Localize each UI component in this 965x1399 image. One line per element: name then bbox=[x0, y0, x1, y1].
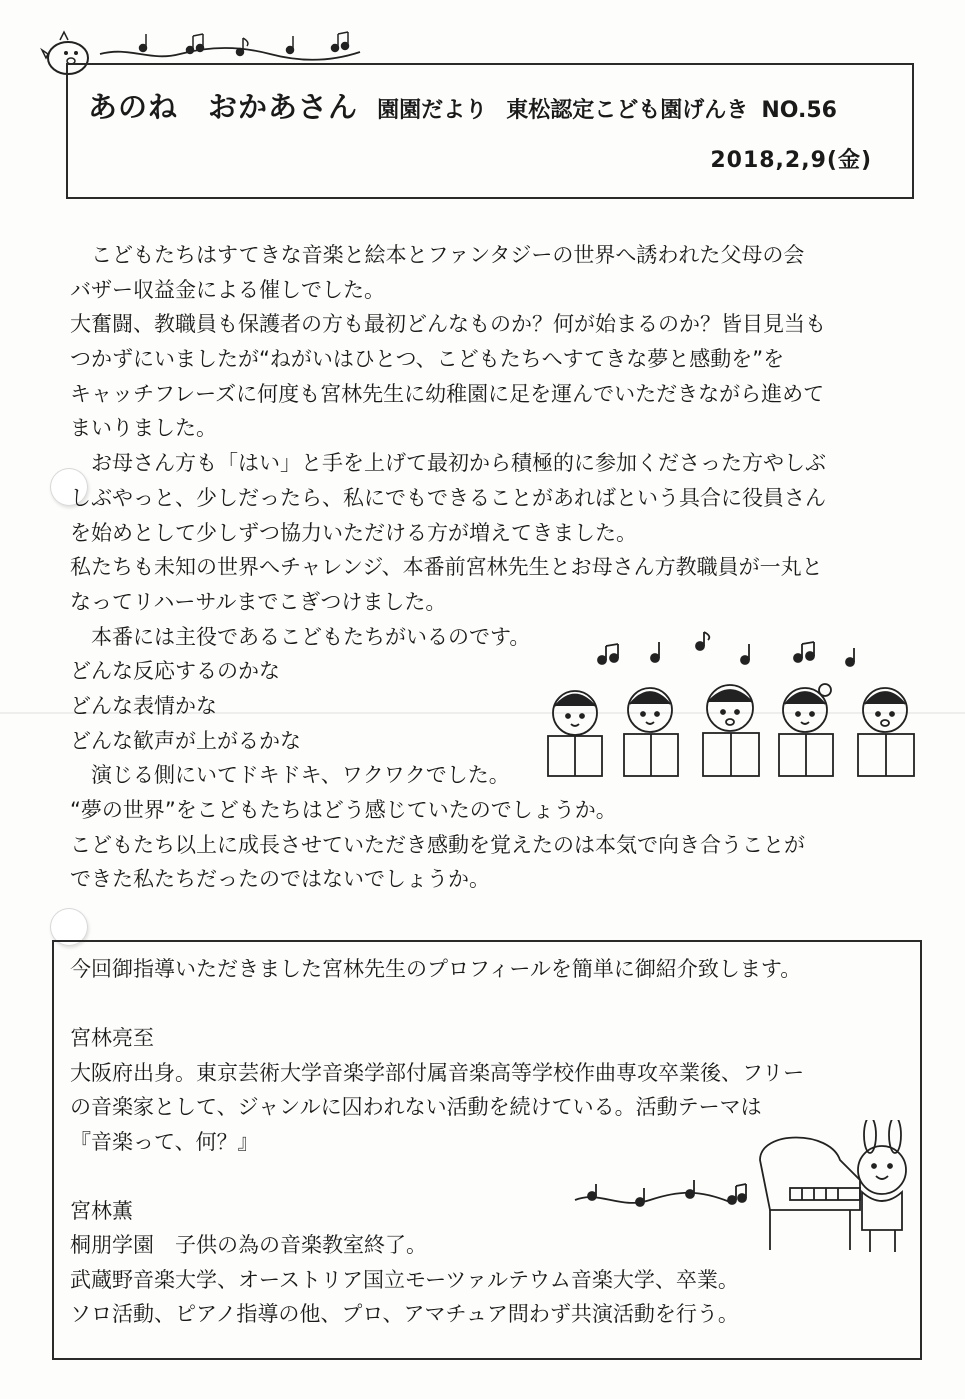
article-line: 大奮闘、教職員も保護者の方も最初どんなものか？何が始まるのか？皆目見当も bbox=[70, 312, 826, 337]
header-title-row bbox=[88, 85, 837, 126]
article-line: まいりました。 bbox=[70, 416, 217, 441]
issue-date: 2018,2,9(金) bbox=[710, 148, 872, 173]
school-name: 東松認定こども園げんき bbox=[506, 98, 749, 123]
article-line: お母さん方も「はい」と手を上げて最初から積極的に参加くださった方やしぶ bbox=[70, 451, 826, 476]
rabbit-playing-piano-icon bbox=[570, 1120, 920, 1260]
article-line: こどもたちはすてきな音楽と絵本とファンタジーの世界へ誘われた父母の会 bbox=[70, 243, 805, 267]
article-line: どんな反応するのかな bbox=[70, 659, 280, 684]
profile-line: 『音楽って、何？』 bbox=[70, 1129, 259, 1154]
teacher-name: 宮林亮至 bbox=[70, 1026, 154, 1050]
article-line: キャッチフレーズに何度も宮林先生に幼稚園に足を運んでいただきながら進めて bbox=[70, 381, 825, 406]
teacher-name: 宮林薫 bbox=[70, 1198, 133, 1223]
newsletter-title: あのね おかあさん bbox=[88, 90, 359, 124]
article-line: 私たちも未知の世界へチャレンジ、本番前宮林先生とお母さん方教職員が一丸と bbox=[70, 555, 823, 580]
profile-line: ソロ活動、ピアノ指導の他、プロ、アマチュア問わず共演活動を行う。 bbox=[70, 1302, 739, 1326]
newsletter-subtitle: 園園だより bbox=[377, 98, 488, 123]
article-line: 演じる側にいてドキドキ、ワクワクでした。 bbox=[70, 763, 510, 788]
profile-line: 武蔵野音楽大学、オーストリア国立モーツァルテウム音楽大学、卒業。 bbox=[70, 1267, 739, 1292]
article-line: つかずにいましたが“ねがいはひとつ、こどもたちへすてきな夢と感動を”を bbox=[70, 347, 785, 372]
article-line: どんな歓声が上がるかな bbox=[70, 728, 301, 753]
article-line: どんな表情かな bbox=[70, 693, 217, 718]
article-line: バザー収益金による催しでした。 bbox=[70, 277, 385, 302]
article-line: を始めとして少しずつ協力いただける方が増えてきました。 bbox=[70, 520, 637, 545]
article-line: こどもたち以上に成長させていただき感動を覚えたのは本気で向き合うことが bbox=[70, 832, 805, 857]
article-line: “夢の世界”をこどもたちはどう感じていたのでしょうか。 bbox=[70, 798, 617, 822]
profile-line: の音楽家として、ジャンルに囚われない活動を続けている。活動テーマは bbox=[70, 1095, 762, 1119]
issue-number: NO.56 bbox=[761, 98, 837, 123]
article-line: なってリハーサルまでこぎつけました。 bbox=[70, 589, 447, 614]
article-line: できた私たちだったのではないでしょうか。 bbox=[70, 867, 490, 892]
profile-line: 大阪府出身。東京芸術大学音楽学部付属音楽高等学校作曲専攻卒業後、フリー bbox=[70, 1060, 805, 1085]
children-singing-choir-icon bbox=[540, 628, 930, 778]
profile-line bbox=[70, 987, 910, 1022]
article-line: 本番には主役であるこどもたちがいるのです。 bbox=[70, 624, 531, 649]
newsletter-header bbox=[66, 63, 914, 199]
profile-intro: 今回御指導いただきました宮林先生のプロフィールを簡単に御紹介致します。 bbox=[70, 957, 802, 981]
main-article bbox=[70, 238, 930, 897]
article-line: しぶやっと、少しだったら、私にでもできることがあればという具合に役員さん bbox=[70, 485, 826, 510]
profile-line: 桐朋学園 子供の為の音楽教室終了。 bbox=[70, 1233, 427, 1257]
